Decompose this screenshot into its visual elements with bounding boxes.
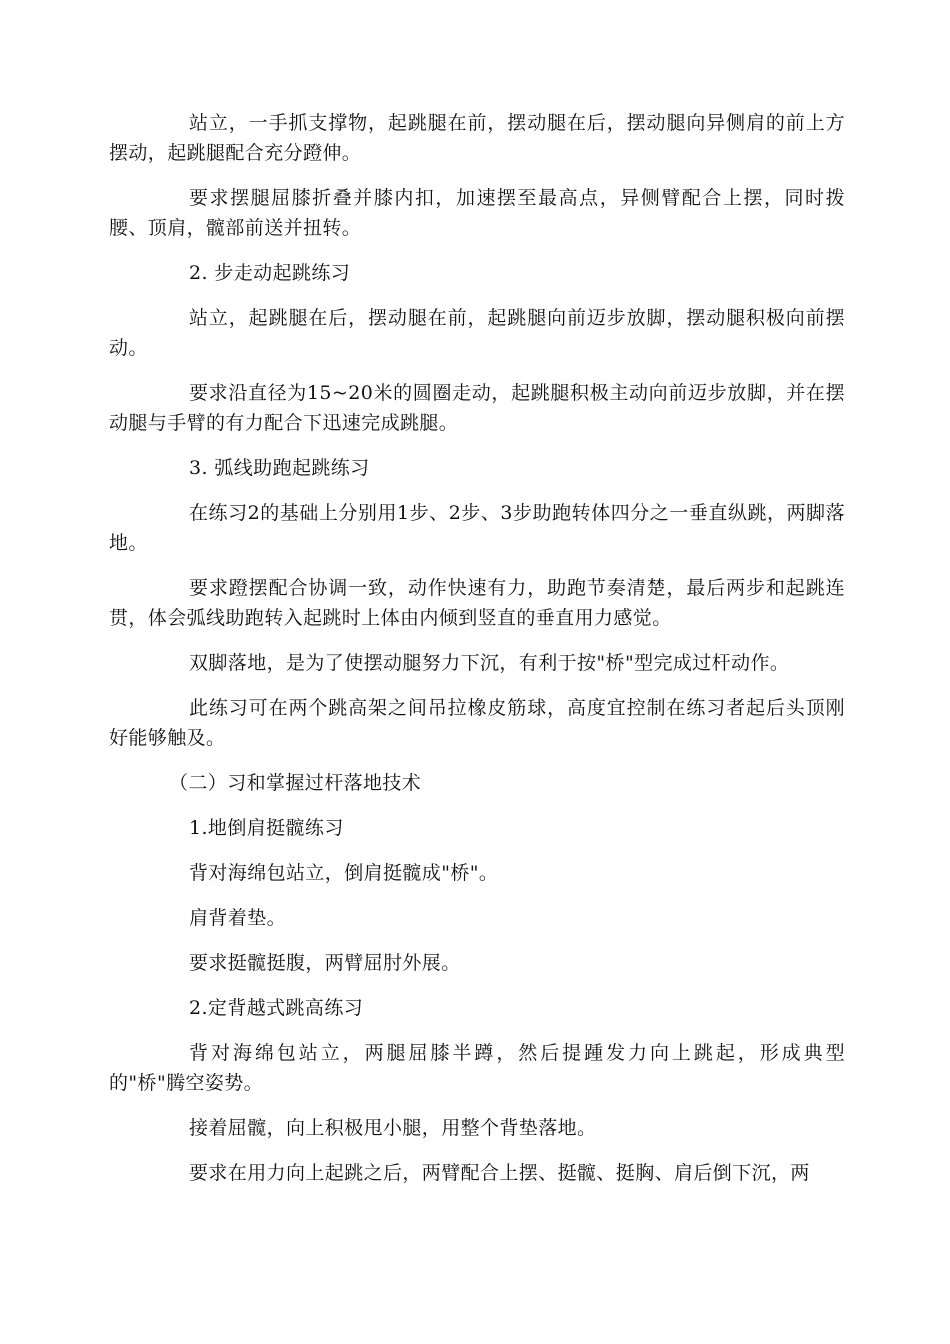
document-body (109, 108, 845, 1203)
paragraph: 背对海绵包站立，倒肩挺髋成"桥"。 (189, 862, 499, 884)
section-heading: 2.定背越式跳高练习 (189, 997, 364, 1019)
paragraph: 此练习可在两个跳高架之间吊拉橡皮筋球，高度宜控制在练习者起后头顶刚好能够触及。 (109, 697, 845, 749)
paragraph: 在练习2的基础上分别用1步、2步、3步助跑转体四分之一垂直纵跳，两脚落地。 (109, 502, 845, 554)
paragraph: 要求蹬摆配合协调一致，动作快速有力，助跑节奏清楚，最后两步和起跳连贯，体会弧线助跑转入起跳时上体由内倾到竖直的垂直用力感觉。 (109, 577, 845, 629)
paragraph: 站立，起跳腿在后，摆动腿在前，起跳腿向前迈步放脚，摆动腿积极向前摆动。 (109, 307, 845, 359)
paragraph: 要求挺髋挺腹，两臂屈肘外展。 (189, 952, 461, 974)
chapter-heading: （二）习和掌握过杆落地技术 (169, 772, 422, 794)
paragraph: 双脚落地，是为了使摆动腿努力下沉，有利于按"桥"型完成过杆动作。 (189, 652, 790, 674)
paragraph: 肩背着垫。 (189, 907, 287, 929)
section-heading: 2. 步走动起跳练习 (189, 262, 351, 284)
paragraph: 要求沿直径为15~20米的圆圈走动，起跳腿积极主动向前迈步放脚，并在摆动腿与手臂的有力配合下迅速完成跳腿。 (109, 382, 845, 434)
section-heading: 1.地倒肩挺髋练习 (189, 817, 344, 839)
paragraph: 站立，一手抓支撑物，起跳腿在前，摆动腿在后，摆动腿向异侧肩的前上方摆动，起跳腿配合充分蹬伸。 (109, 112, 845, 164)
paragraph: 要求摆腿屈膝折叠并膝内扣，加速摆至最高点，异侧臂配合上摆，同时拨腰、顶肩，髋部前送并扭转。 (109, 187, 845, 239)
paragraph: 要求在用力向上起跳之后，两臂配合上摆、挺髋、挺胸、肩后倒下沉，两 (189, 1162, 810, 1184)
section-heading: 3. 弧线助跑起跳练习 (189, 457, 370, 479)
paragraph: 接着屈髋，向上积极甩小腿，用整个背垫落地。 (189, 1117, 597, 1139)
paragraph: 背对海绵包站立，两腿屈膝半蹲，然后提踵发力向上跳起，形成典型的"桥"腾空姿势。 (109, 1042, 845, 1094)
